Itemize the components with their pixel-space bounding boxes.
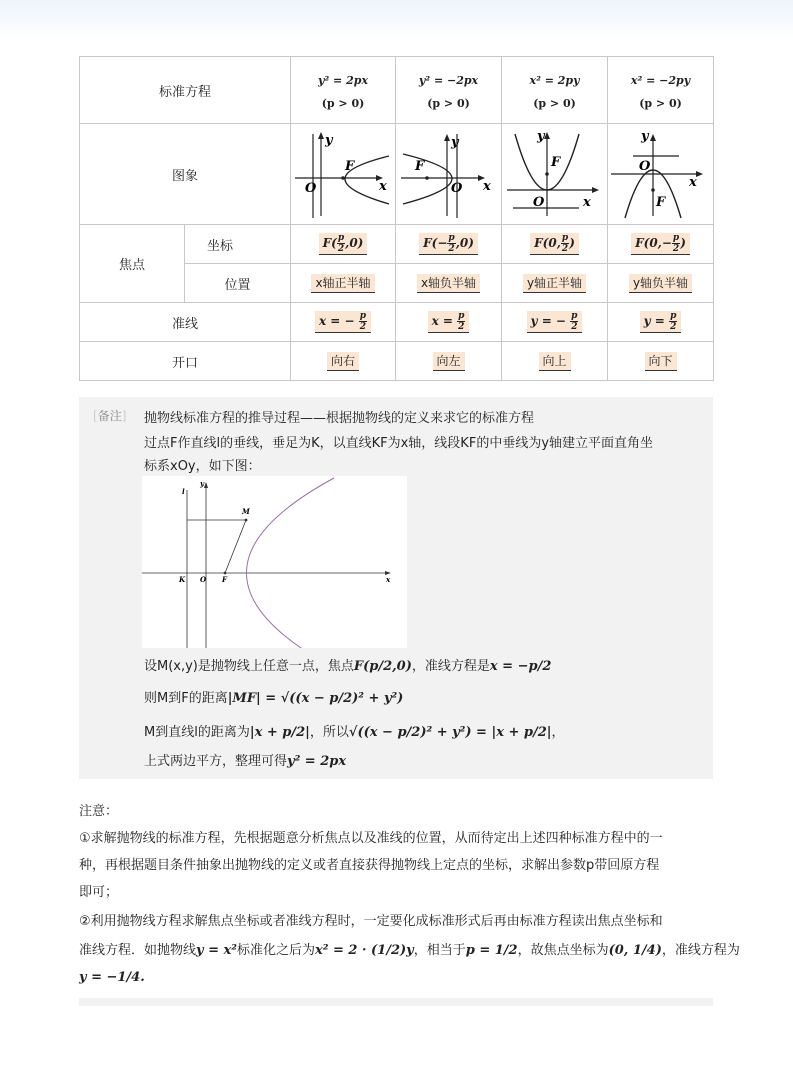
- graph-up: [502, 124, 608, 225]
- opening-3: 向上: [502, 342, 608, 381]
- svg-text:y: y: [200, 479, 205, 488]
- note-line-1: 过点F作直线l的垂线，垂足为K，以直线KF为x轴，线段KF的中垂线为y轴建立平面直角坐: [144, 436, 654, 451]
- note-line-2: 标系xOy，如下图：: [144, 459, 261, 474]
- svg-text:O: O: [200, 575, 207, 584]
- focus-4: F(0,− $\frac{p}{2}$ ): [608, 225, 714, 264]
- svg-text:x: x: [379, 179, 387, 194]
- graph-right: [291, 124, 396, 225]
- parabola-standard-table: [79, 56, 714, 381]
- derivation-figure: [142, 476, 407, 648]
- bottom-band: [79, 998, 713, 1006]
- svg-text:F: F: [550, 155, 560, 170]
- note-tag: [备注]: [93, 409, 127, 423]
- svg-text:y: y: [450, 135, 459, 150]
- eq-cell-1: y² = 2px (p > 0): [291, 57, 396, 124]
- focus-2: F(− $\frac{p}{2}$ ,0): [396, 225, 502, 264]
- position-1: x轴正半轴: [291, 264, 396, 303]
- directrix-2: x = $\frac{p}{2}$: [396, 303, 502, 342]
- focus-3: F(0, $\frac{p}{2}$ ): [502, 225, 608, 264]
- eq-cell-2: y² = −2px (p > 0): [396, 57, 502, 124]
- note-line-5: M到直线l的距离为|x + p/2|，所以√((x − p/2)² + y²) = |x + p/2|，: [144, 725, 565, 740]
- svg-text:F: F: [414, 159, 424, 174]
- parabola-up-graph: [503, 124, 607, 220]
- focus-1: F( $\frac{p}{2}$ ,0): [291, 225, 396, 264]
- opening-1: 向右: [291, 342, 396, 381]
- row-directrix: [80, 303, 714, 342]
- row-label-focus: 焦点: [80, 225, 185, 303]
- row-equation: [80, 57, 714, 124]
- row-label-position: 位置: [185, 264, 291, 303]
- top-band: [0, 0, 793, 40]
- attention-p1-line2: 种，再根据题目条件抽象出抛物线的定义或者直接获得抛物线上定点的坐标，求解出参数p带回原方程: [79, 858, 660, 873]
- svg-text:F: F: [655, 195, 665, 210]
- graph-down: [608, 124, 714, 225]
- row-focus-coord: [80, 225, 714, 264]
- row-label-graph: 图象: [80, 124, 291, 225]
- position-4: y轴负半轴: [608, 264, 714, 303]
- svg-text:K: K: [179, 575, 186, 584]
- attention-p1-line3: 即可；: [79, 885, 119, 900]
- svg-text:x: x: [688, 175, 697, 190]
- parabola-down-graph: [609, 124, 713, 220]
- eq-cell-4: x² = −2py (p > 0): [608, 57, 714, 124]
- row-graph: [80, 124, 714, 225]
- svg-text:x: x: [386, 575, 391, 584]
- note-title: 抛物线标准方程的推导过程——根据抛物线的定义来求它的标准方程: [144, 411, 535, 426]
- svg-text:l: l: [182, 487, 185, 496]
- attention-p2-line3: y = −1/4.: [79, 970, 145, 985]
- attention-p2-line2: 准线方程．如抛物线y = x²标准化之后为x² = 2 · (1/2)y，相当于p = 1/2，故焦点坐标为(0, 1/4)，准线方程为: [79, 943, 740, 958]
- note-line-3: 设M(x,y)是抛物线上任意一点，焦点F(p/2,0)，准线方程是x = −p/2: [144, 659, 552, 674]
- note-line-6: 上式两边平方，整理可得y² = 2px: [144, 754, 347, 769]
- directrix-3: y = − $\frac{p}{2}$: [502, 303, 608, 342]
- position-2: x轴负半轴: [396, 264, 502, 303]
- graph-left: [396, 124, 502, 225]
- attention-p1-line1: ①求解抛物线的标准方程，先根据题意分析焦点以及准线的位置，从而待定出上述四种标准方程中的一: [79, 831, 663, 846]
- attention-title: 注意：: [79, 804, 119, 819]
- note-line-4: 则M到F的距离|MF| = √((x − p/2)² + y²): [144, 691, 404, 706]
- svg-text:M: M: [242, 507, 250, 516]
- row-label-equation: 标准方程: [80, 57, 291, 124]
- position-3: y轴正半轴: [502, 264, 608, 303]
- svg-text:F: F: [222, 575, 227, 584]
- row-label-directrix: 准线: [80, 303, 291, 342]
- directrix-1: x = − $\frac{p}{2}$: [291, 303, 396, 342]
- svg-text:y: y: [640, 129, 649, 144]
- parabola-left-graph: [397, 124, 501, 220]
- row-label-coord: 坐标: [185, 225, 291, 264]
- opening-2: 向左: [396, 342, 502, 381]
- svg-text:y: y: [536, 129, 545, 144]
- opening-4: 向下: [608, 342, 714, 381]
- eq-cell-3: x² = 2py (p > 0): [502, 57, 608, 124]
- attention-p2-line1: ②利用抛物线方程求解焦点坐标或者准线方程时，一定要化成标准形式后再由标准方程读出焦点坐标和: [79, 914, 663, 929]
- svg-text:x: x: [582, 195, 591, 210]
- svg-text:O: O: [638, 159, 650, 174]
- svg-text:O: O: [305, 181, 317, 196]
- row-opening: [80, 342, 714, 381]
- svg-text:x: x: [482, 179, 491, 194]
- derivation-note: [79, 397, 713, 779]
- row-label-opening: 开口: [80, 342, 291, 381]
- svg-text:F: F: [345, 159, 355, 174]
- directrix-4: y = $\frac{p}{2}$: [608, 303, 714, 342]
- svg-text:y: y: [325, 133, 333, 148]
- parabola-right-graph: [291, 124, 395, 220]
- svg-text:O: O: [450, 181, 462, 196]
- svg-text:O: O: [532, 195, 544, 210]
